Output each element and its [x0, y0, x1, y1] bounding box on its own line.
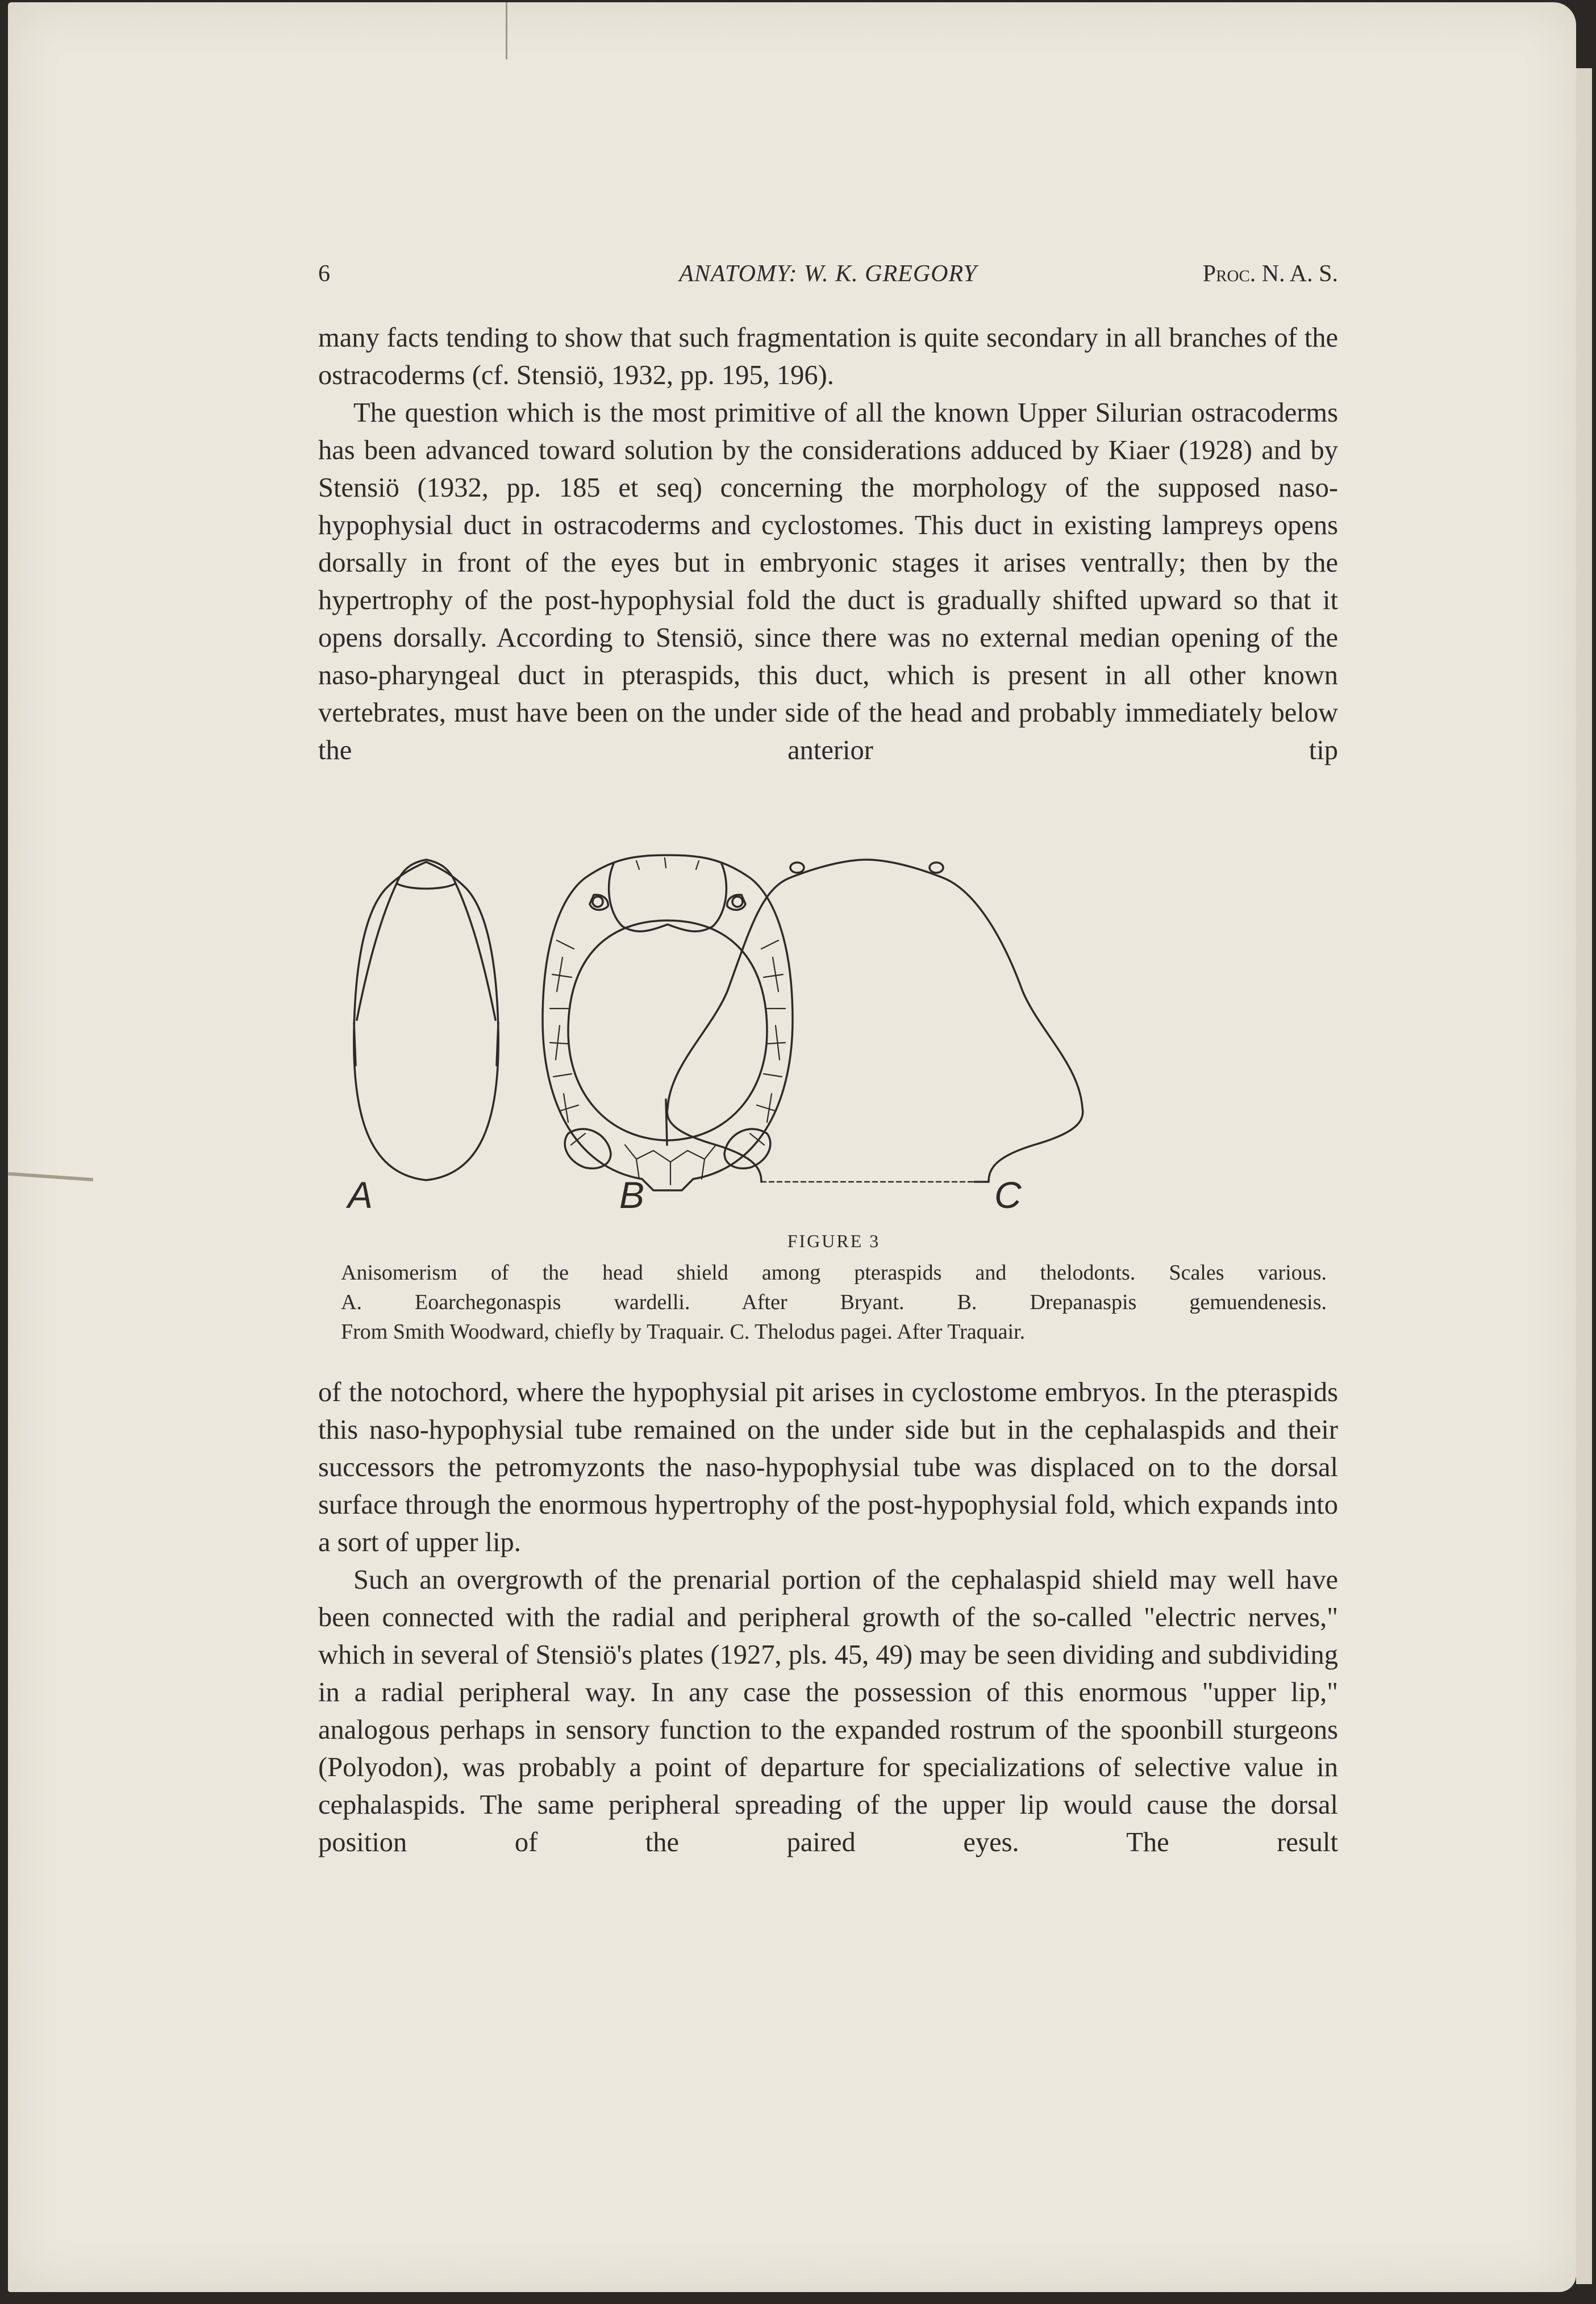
- caption-line: Anisomerism of the head shield among pteraspids and thelodonts. Scales various.: [341, 1261, 1327, 1285]
- panel-label-a: A: [348, 1174, 373, 1216]
- running-title: ANATOMY: W. K. GREGORY: [679, 261, 977, 287]
- paragraph: of the notochord, where the hypophysial pit arises in cyclostome embryos. In the pteraspids this naso-hypophysial tube remained on the under side but in the cephalaspids and their successors the petromyzonts the naso-hypophysial tube was displaced on to the dorsal surface through the enormous hypertrophy of the post-hypophysial fold, which expands into a sort of upper lip.: [318, 1377, 1338, 1557]
- panel-label-b: B: [619, 1174, 645, 1216]
- paragraph: Such an overgrowth of the prenarial portion of the cephalaspid shield may well have been connected with the radial and peripheral growth of the so-called "electric nerves," which in several of Stensiö's plates (1927, pls. 45, 49) may be seen dividing and subdividing in a radial peripheral way. In any case the possession of this enormous "upper lip," analogous perhaps in sensory function to the expanded rostrum of the spoonbill sturgeons (Polyodon), was probably a point of departure for specializations of selective value in cephalaspids. The same peripheral spreading of the upper lip would cause the dorsal position of the paired eyes. The result: [318, 1565, 1338, 1857]
- panel-label-c: C: [994, 1174, 1022, 1216]
- figure-drawings: [318, 827, 1338, 1236]
- figure-label: FIGURE 3: [787, 1231, 881, 1251]
- paragraph: many facts tending to show that such fragmentation is quite secondary in all branches of the ostracoderms (cf. Stensiö, 1932, pp. 195, 196).: [318, 323, 1338, 390]
- text-block-top: [318, 319, 1338, 769]
- paragraph: The question which is the most primitive of all the known Upper Silurian ostracoderms has been advanced toward solution by the considerations adduced by Kiaer (1928) and by Stensiö (1932, pp. 185 et seq) concerning the morphology of the supposed naso-hypophysial duct in ostracoderms and cyclostomes. This duct in existing lampreys opens dorsally in front of the eyes but in embryonic stages it arises ventrally; then by the hypertrophy of the post-hypophysial fold the duct is gradually shifted upward so that it opens dorsally. According to Stensiö, since there was no external median opening of the naso-pharyngeal duct in pteraspids, this duct, which is present in all other known vertebrates, must have been on the under side of the head and probably immediately below the anterior tip: [318, 398, 1338, 765]
- text-block-bottom: [318, 1374, 1338, 1861]
- shield-a-drawing: [354, 860, 498, 1180]
- running-header: [318, 260, 1338, 294]
- figure-caption: [341, 1226, 1327, 1347]
- journal-abbrev: Proc. N. A. S.: [1202, 261, 1338, 287]
- caption-line: From Smith Woodward, chiefly by Traquair. C. Thelodus pagei. After Traquair.: [341, 1320, 1026, 1344]
- page-number: 6: [318, 261, 330, 287]
- figure-3: [318, 827, 1338, 1236]
- caption-line: A. Eoarchegonaspis wardelli. After Bryant. B. Drepanaspis gemuendenesis.: [341, 1290, 1327, 1314]
- shield-b-drawing: [543, 855, 793, 1190]
